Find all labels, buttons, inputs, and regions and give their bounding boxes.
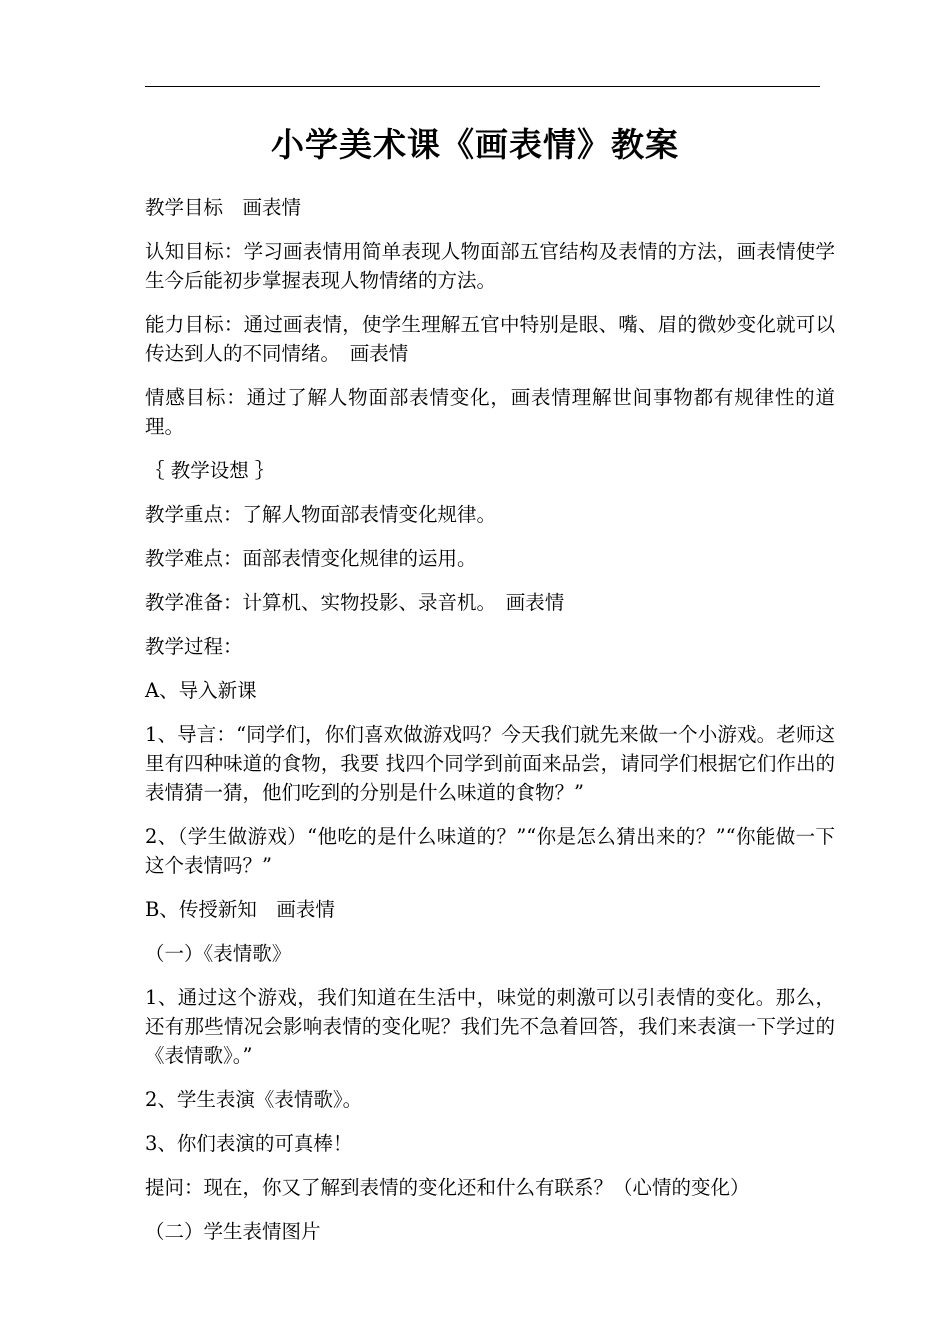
subsection-heading-1: （一）《表情歌》	[145, 942, 292, 965]
paragraph-emotional-goal: 情感目标：通过了解人物面部表情变化，画表情理解世间事物都有规律性的道理。	[145, 386, 835, 438]
paragraph-teaching-goal: 教学目标 画表情	[145, 196, 302, 219]
page-title: 小学美术课《画表情》教案	[271, 125, 679, 164]
paragraph-process: 教学过程：	[145, 635, 243, 658]
paragraph-question: 提问：现在，你又了解到表情的变化还和什么有联系？（心情的变化）	[145, 1176, 750, 1199]
paragraph-song-2: 2、学生表演《表情歌》。	[145, 1088, 363, 1111]
paragraph-difficulty: 教学难点：面部表情变化规律的运用。	[145, 547, 477, 570]
subsection-heading-2: （二）学生表情图片	[145, 1220, 321, 1243]
paragraph-key-point: 教学重点：了解人物面部表情变化规律。	[145, 503, 497, 526]
paragraph-intro-1: 1、导言：“同学们，你们喜欢做游戏吗？今天我们就先来做一个小游戏。老师这里有四种味道的食物，我要 找四个同学到前面来品尝，请同学们根据它们作出的表情猜一猜，他们吃到的分别是什么味道的食物？”	[145, 723, 835, 804]
section-heading-b: B、传授新知 画表情	[145, 898, 335, 921]
header-rule	[145, 86, 820, 87]
paragraph-intro-2: 2、（学生做游戏）“他吃的是什么味道的？”“你是怎么猜出来的？”“你能做一下这个表情吗？”	[145, 825, 835, 877]
paragraph-song-1: 1、通过这个游戏，我们知道在生活中，味觉的刺激可以引表情的变化。那么，还有那些情况会影响表情的变化呢？我们先不急着回答，我们来表演一下学过的《表情歌》。”	[145, 986, 835, 1067]
document-body	[145, 193, 835, 1261]
paragraph-preparation: 教学准备：计算机、实物投影、录音机。 画表情	[145, 591, 565, 614]
paragraph-cognitive-goal: 认知目标：学习画表情用简单表现人物面部五官结构及表情的方法，画表情使学生今后能初步掌握表现人物情绪的方法。	[145, 240, 835, 292]
paragraph-teaching-idea: ｛ 教学设想 ｝	[145, 459, 275, 482]
section-heading-a: A、导入新课	[145, 679, 257, 702]
paragraph-ability-goal: 能力目标：通过画表情，使学生理解五官中特别是眼、嘴、眉的微妙变化就可以传达到人的不同情绪。 画表情	[145, 313, 835, 365]
paragraph-song-3: 3、你们表演的可真棒！	[145, 1132, 353, 1155]
